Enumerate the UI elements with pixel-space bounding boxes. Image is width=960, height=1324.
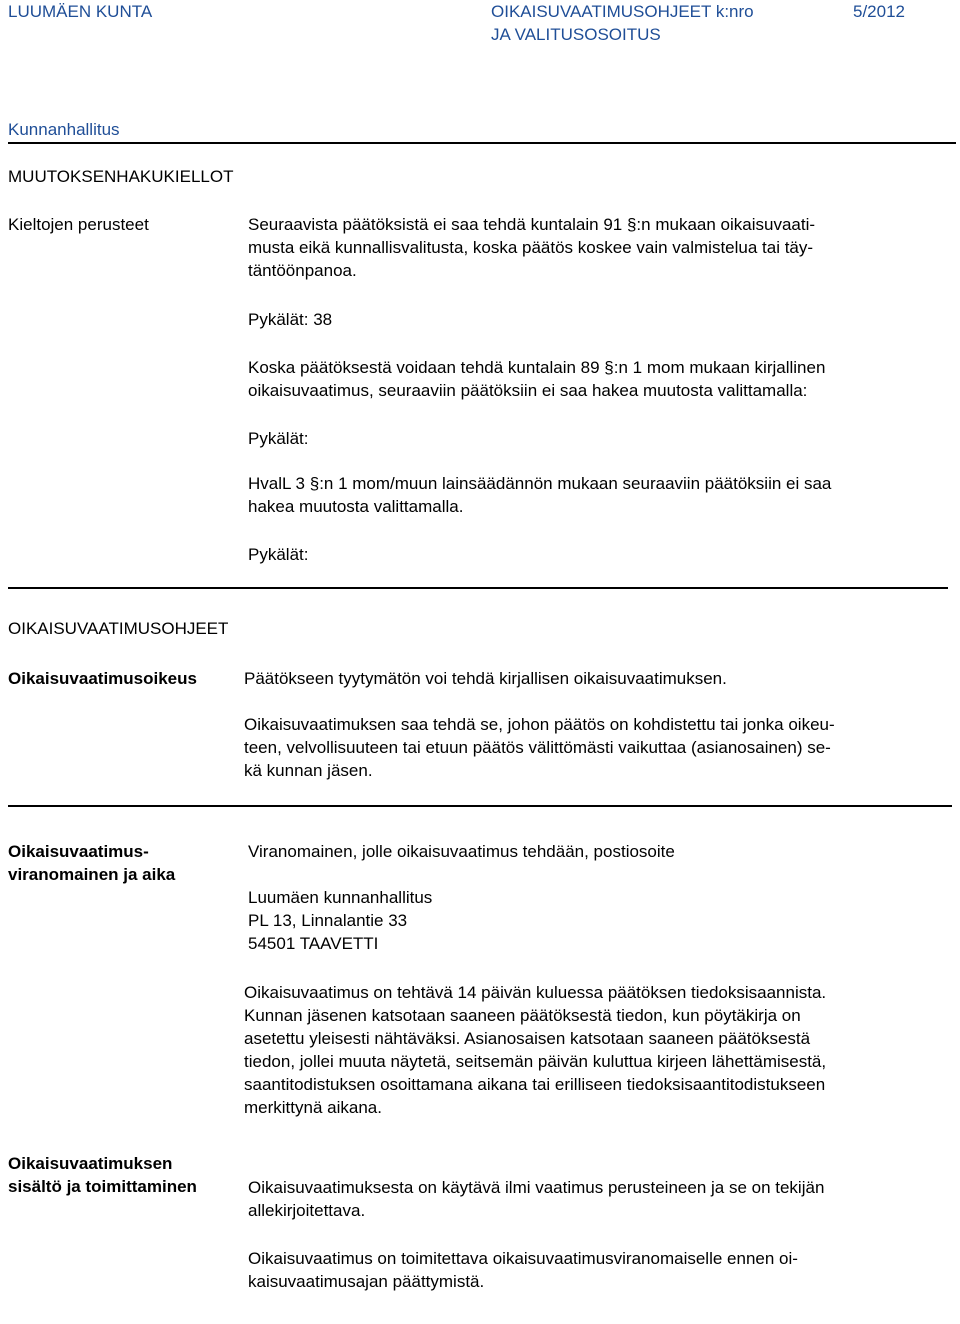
text-line: Seuraavista päätöksistä ei saa tehdä kuntalain 91 §:n mukaan oikaisuvaati- xyxy=(248,215,816,234)
prohibitions-label: Kieltojen perusteet xyxy=(8,215,149,234)
deadline-paragraph xyxy=(244,981,954,1119)
delivery-paragraph xyxy=(248,1247,954,1293)
pykalat-3: Pykälät: xyxy=(248,545,309,564)
text-line: Kunnan jäsenen katsotaan saaneen päätöksestä tiedon, kun pöytäkirja on xyxy=(244,1006,801,1025)
text-line: Oikaisuvaatimuksesta on käytävä ilmi vaatimus perusteineen ja se on tekijän xyxy=(248,1178,825,1197)
text-line: Oikaisuvaatimuksen saa tehdä se, johon päätös on kohdistettu tai jonka oikeu- xyxy=(244,715,835,734)
right-to-appeal-text: Päätökseen tyytymätön voi tehdä kirjallisen oikaisuvaatimuksen. xyxy=(244,669,727,688)
pykalat-2: Pykälät: xyxy=(248,429,309,448)
text-line: teen, velvollisuuteen tai etuun päätös välittömästi vaikuttaa (asianosainen) se- xyxy=(244,738,831,757)
pykalat-38: Pykälät: 38 xyxy=(248,310,333,329)
text-line: Oikaisuvaatimus on toimitettava oikaisuvaatimusviranomaiselle ennen oi- xyxy=(248,1249,798,1268)
decision-body: Kunnanhallitus xyxy=(8,120,120,139)
text-line: merkittynä aikana. xyxy=(244,1098,382,1117)
text-line: Koska päätöksestä voidaan tehdä kuntalain 89 §:n 1 mom mukaan kirjallinen xyxy=(248,358,826,377)
text-line: saantitodistuksen osoittamana aikana tai erilliseen tiedoksisaantitodistukseen xyxy=(244,1075,826,1094)
text-line: tiedon, jollei muuta näytetä, seitsemän päivän kuluttua kirjeen lähettämisestä, xyxy=(244,1052,827,1071)
who-may-appeal-paragraph xyxy=(244,713,952,782)
prohibitions-paragraph-2 xyxy=(248,356,953,402)
address-line: 54501 TAAVETTI xyxy=(248,934,379,953)
authority-address xyxy=(248,886,432,955)
text-line: kä kunnan jäsen. xyxy=(244,761,373,780)
document-number: 5/2012 xyxy=(853,2,905,21)
label-line: viranomainen ja aika xyxy=(8,865,176,884)
label-line: sisältö ja toimittaminen xyxy=(8,1177,197,1196)
text-line: Oikaisuvaatimus on tehtävä 14 päivän kuluessa päätöksen tiedoksisaannista. xyxy=(244,983,827,1002)
label-line: Oikaisuvaatimuksen xyxy=(8,1154,173,1173)
section-divider xyxy=(8,587,948,589)
content-and-delivery-label xyxy=(8,1152,197,1198)
authority-label xyxy=(8,840,175,886)
prohibitions-paragraph-1 xyxy=(248,213,953,282)
text-line: allekirjoitettava. xyxy=(248,1201,366,1220)
address-line: PL 13, Linnalantie 33 xyxy=(248,911,408,930)
label-line: Oikaisuvaatimus- xyxy=(8,842,149,861)
text-line: täntöönpanoa. xyxy=(248,261,357,280)
document-title-line2: JA VALITUSOSOITUS xyxy=(491,25,661,44)
header-divider xyxy=(8,142,956,144)
text-line: HvalL 3 §:n 1 mom/muun lainsäädännön mukaan seuraaviin päätöksiin ei saa xyxy=(248,474,832,493)
document-title-line1: OIKAISUVAATIMUSOHJEET k:nro xyxy=(491,2,754,21)
text-line: hakea muutosta valittamalla. xyxy=(248,497,464,516)
text-line: oikaisuvaatimus, seuraaviin päätöksiin ei saa hakea muutosta valittamalla: xyxy=(248,381,808,400)
prohibitions-heading: MUUTOKSENHAKUKIELLOT xyxy=(8,167,234,186)
text-line: asetettu yleisesti nähtäväksi. Asianosaisen katsotaan saaneen päätöksestä xyxy=(244,1029,811,1048)
content-paragraph xyxy=(248,1176,954,1222)
municipality-name: LUUMÄEN KUNTA xyxy=(8,2,153,21)
prohibitions-paragraph-3 xyxy=(248,472,953,518)
instructions-heading: OIKAISUVAATIMUSOHJEET xyxy=(8,619,229,638)
document-title xyxy=(491,0,754,46)
text-line: kaisuvaatimusajan päättymistä. xyxy=(248,1272,485,1291)
section-divider-2 xyxy=(8,805,952,807)
address-line: Luumäen kunnanhallitus xyxy=(248,888,433,907)
authority-intro: Viranomainen, jolle oikaisuvaatimus tehdään, postiosoite xyxy=(248,842,675,861)
right-to-appeal-label: Oikaisuvaatimusoikeus xyxy=(8,669,197,688)
text-line: musta eikä kunnallisvalitusta, koska päätös koskee vain valmistelua tai täy- xyxy=(248,238,814,257)
